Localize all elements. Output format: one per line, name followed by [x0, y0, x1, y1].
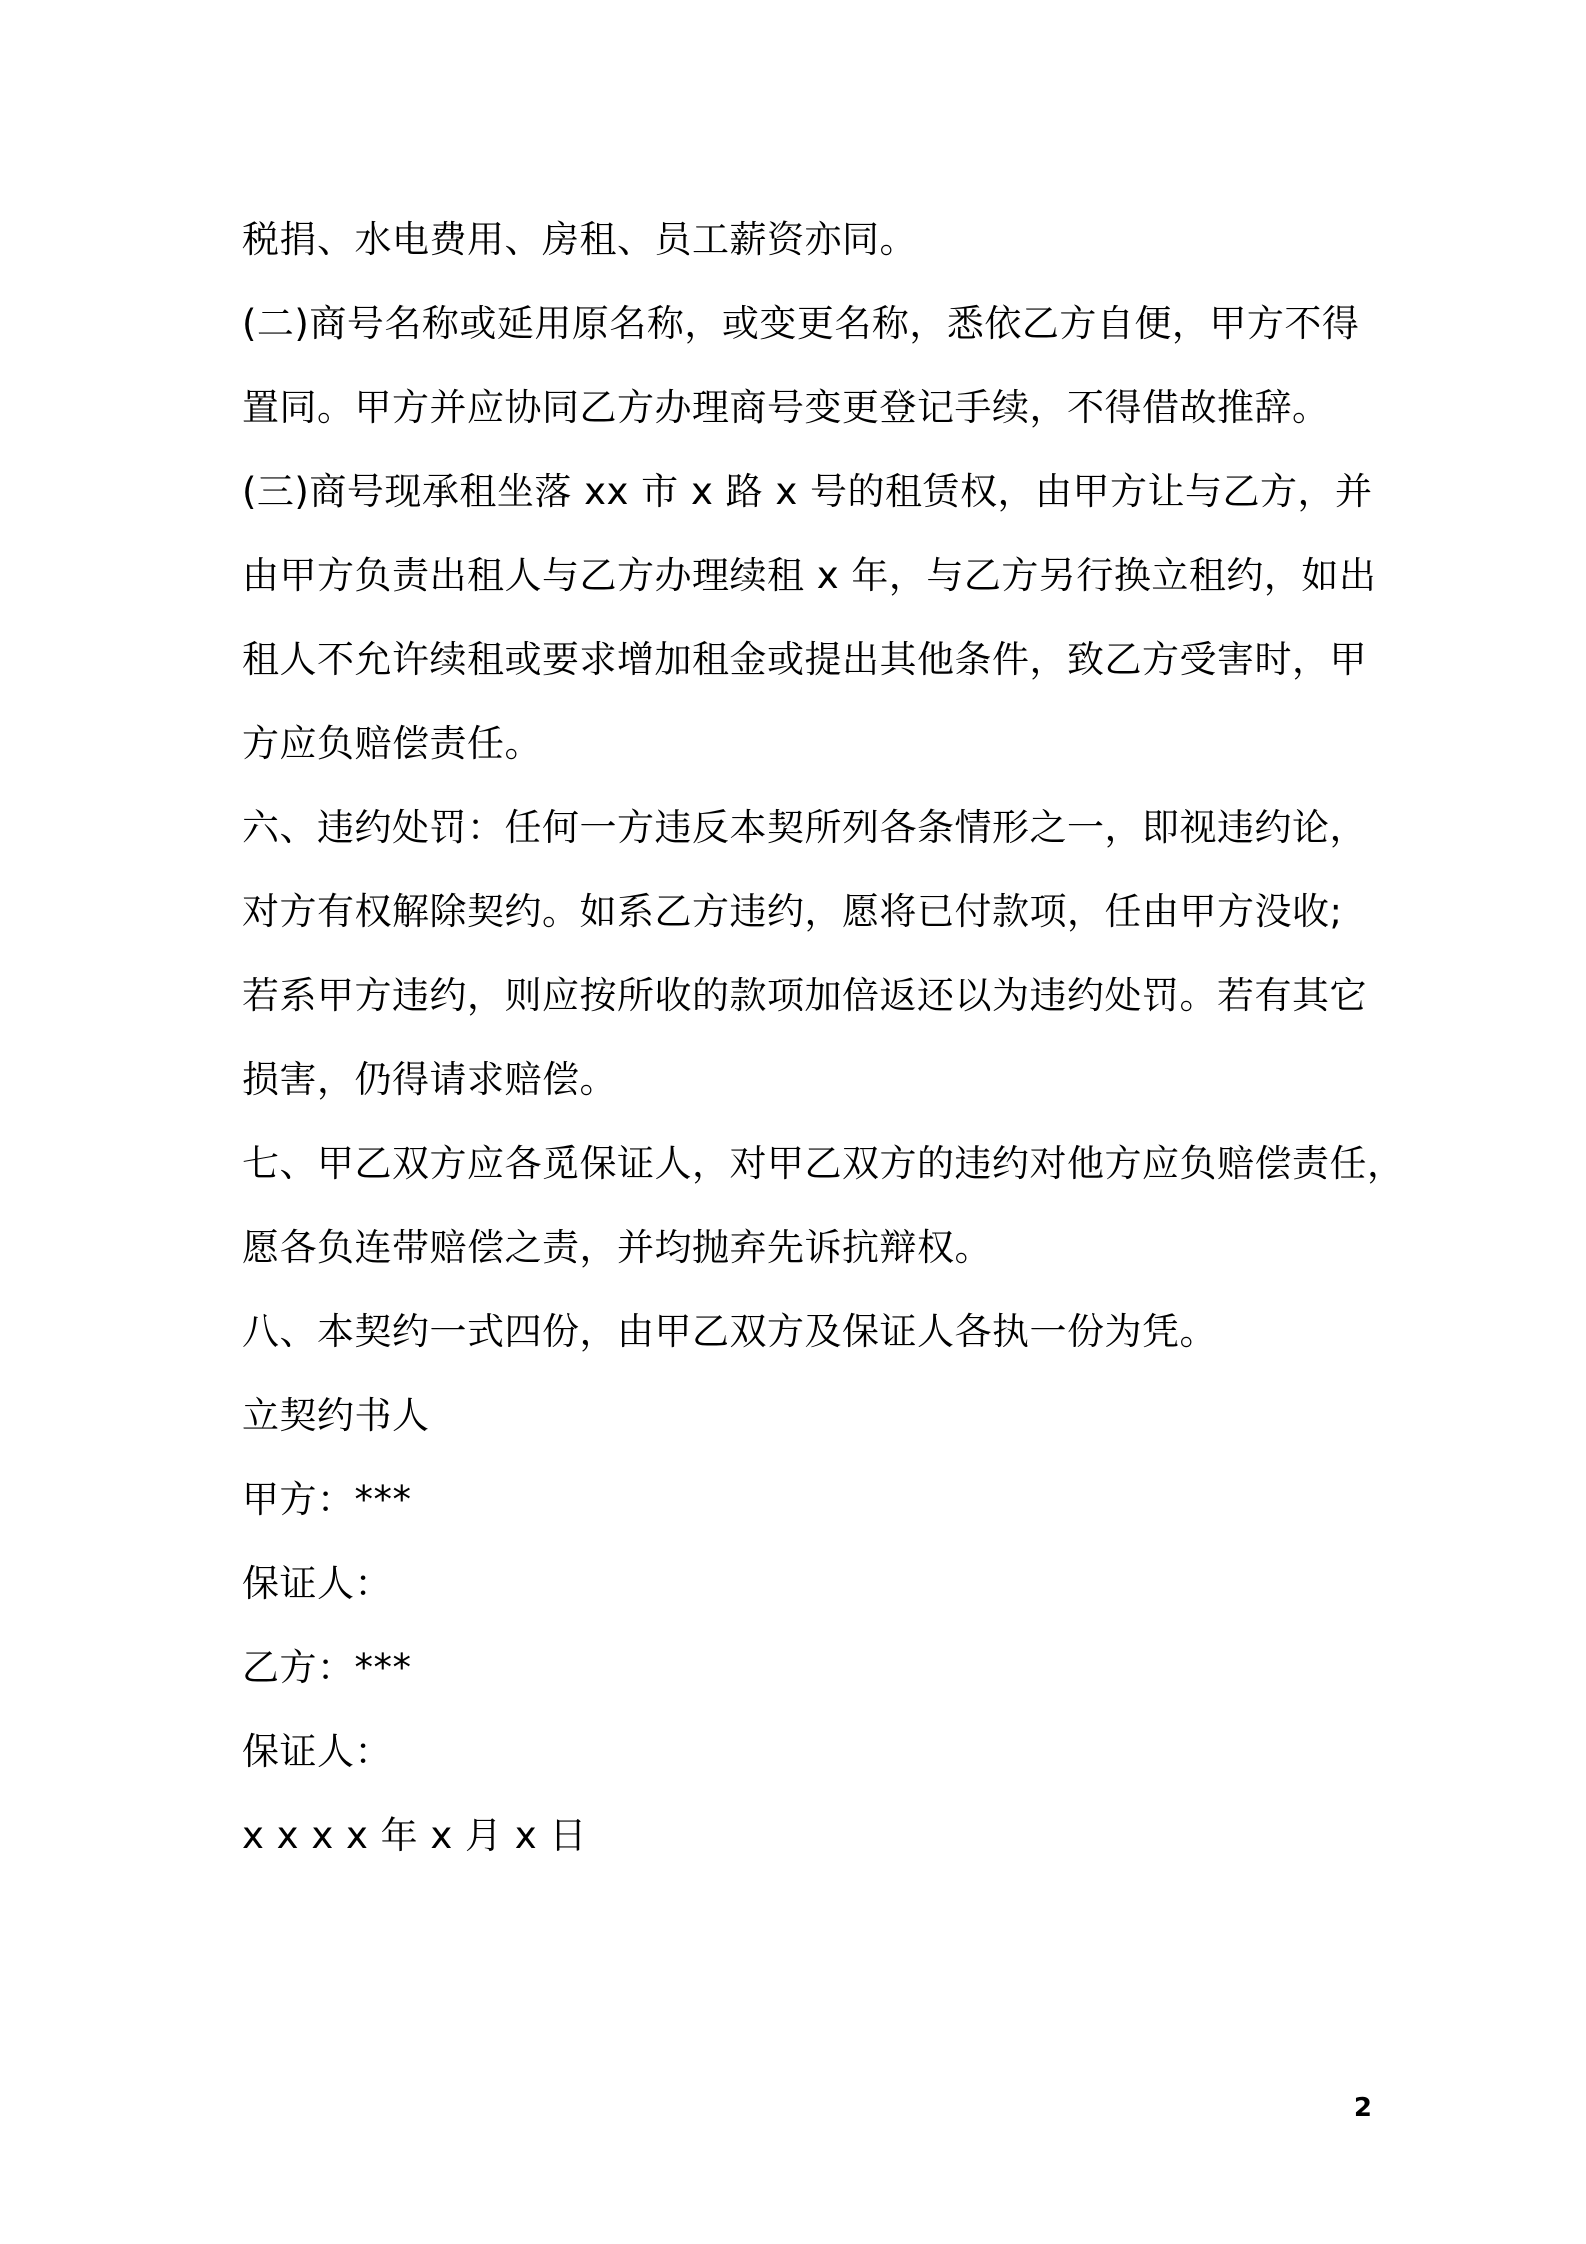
page-number: 2: [1353, 2093, 1372, 2123]
party-a-signature: 甲方：***: [242, 1478, 412, 1521]
text-line-clause-2a: (二)商号名称或延用原名称，或变更名称，悉依乙方自便，甲方不得: [242, 302, 1360, 345]
signatories-heading: 立契约书人: [242, 1394, 430, 1437]
text-line-guarantor-b: 愿各负连带赔偿之责，并均抛弃先诉抗辩权。: [242, 1226, 992, 1269]
text-line-tax: 税捐、水电费用、房租、员工薪资亦同。: [242, 218, 917, 261]
text-line-penalty-c: 若系甲方违约，则应按所收的款项加倍返还以为违约处罚。若有其它: [242, 974, 1367, 1017]
document-body: [242, 198, 1405, 1878]
text-line-penalty-d: 损害，仍得请求赔偿。: [242, 1058, 617, 1101]
text-line-penalty-a: 六、违约处罚：任何一方违反本契所列各条情形之一，即视违约论，: [242, 806, 1367, 849]
text-line-clause-3b: 由甲方负责出租人与乙方办理续租 x 年，与乙方另行换立租约，如出: [242, 554, 1377, 597]
party-b-signature: 乙方：***: [242, 1646, 412, 1689]
guarantor-b-signature: 保证人：: [242, 1730, 392, 1773]
text-line-clause-3d: 方应负赔偿责任。: [242, 722, 542, 765]
text-line-clause-3c: 租人不允许续租或要求增加租金或提出其他条件，致乙方受害时，甲: [242, 638, 1367, 681]
guarantor-a-signature: 保证人：: [242, 1562, 392, 1605]
text-line-penalty-b: 对方有权解除契约。如系乙方违约，愿将已付款项，任由甲方没收;: [242, 890, 1343, 933]
text-line-clause-2b: 置同。甲方并应协同乙方办理商号变更登记手续，不得借故推辞。: [242, 386, 1330, 429]
signing-date: x x x x 年 x 月 x 日: [242, 1814, 587, 1857]
text-line-copies: 八、本契约一式四份，由甲乙双方及保证人各执一份为凭。: [242, 1310, 1217, 1353]
text-line-clause-3a: (三)商号现承租坐落 xx 市 x 路 x 号的租赁权，由甲方让与乙方，并: [242, 470, 1373, 513]
text-line-guarantor-a: 七、甲乙双方应各觅保证人，对甲乙双方的违约对他方应负赔偿责任，: [242, 1142, 1405, 1185]
